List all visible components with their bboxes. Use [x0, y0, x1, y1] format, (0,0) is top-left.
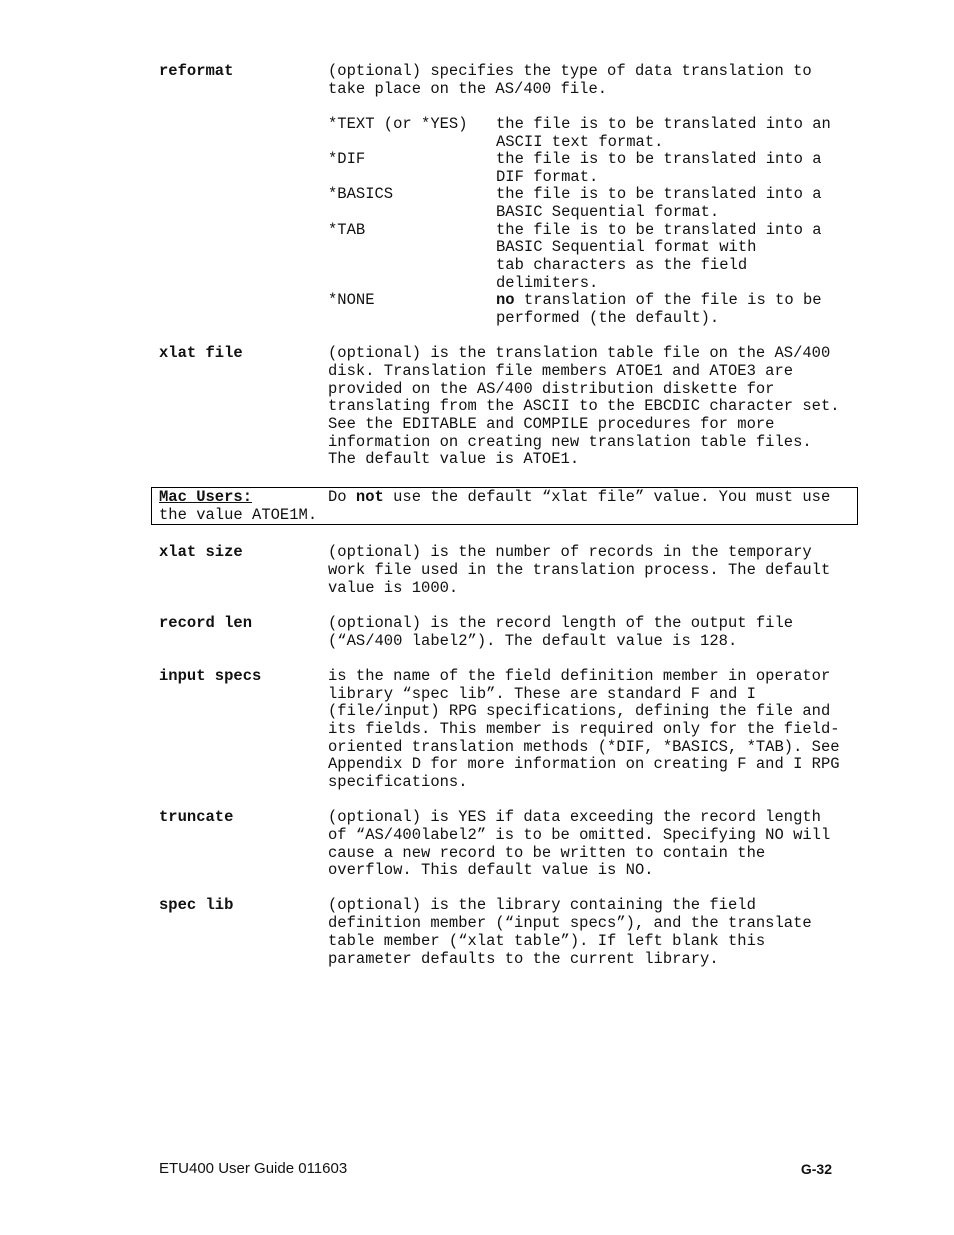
- term-reformat: reformat: [159, 62, 234, 80]
- truncate-desc-line: of “AS/400label2” is to be omitted. Specifying NO will: [328, 826, 831, 844]
- option-tab-desc: BASIC Sequential format with: [496, 238, 757, 256]
- page-number: G-32: [800, 1161, 832, 1177]
- xlat-file-desc-line: provided on the AS/400 distribution diskette for: [328, 380, 775, 398]
- xlat-size-desc-line: value is 1000.: [328, 579, 459, 597]
- option-none-name: *NONE: [328, 291, 375, 309]
- input-specs-desc-line: oriented translation methods (*DIF, *BASICS, *TAB). See: [328, 738, 840, 756]
- term-spec-lib: spec lib: [159, 896, 234, 914]
- term-record-len: record len: [159, 614, 253, 632]
- input-specs-desc-line: Appendix D for more information on creating F and I RPG: [328, 755, 840, 773]
- xlat-file-desc-line: (optional) is the translation table file on the AS/400: [328, 344, 831, 362]
- term-xlat-size: xlat size: [159, 543, 243, 561]
- term-input-specs: input specs: [159, 667, 262, 685]
- truncate-desc-line: cause a new record to be written to contain the: [328, 844, 766, 862]
- option-basics-desc: BASIC Sequential format.: [496, 203, 720, 221]
- option-dif-desc: DIF format.: [496, 168, 599, 186]
- mac-note-bold: not: [355, 488, 384, 506]
- option-none-desc: [496, 291, 822, 309]
- spec-lib-desc-line: table member (“xlat table”). If left blank this: [328, 932, 766, 950]
- input-specs-desc-line: its fields. This member is required only for the field-: [328, 720, 840, 738]
- xlat-size-desc-line: (optional) is the number of records in the temporary: [328, 543, 812, 561]
- record-len-desc-line: (optional) is the record length of the output file: [328, 614, 794, 632]
- option-none-text: translation of the file is to be: [514, 291, 822, 309]
- mac-users-note-line2: the value ATOE1M.: [159, 506, 318, 524]
- input-specs-desc-line: specifications.: [328, 773, 468, 791]
- term-truncate: truncate: [159, 808, 234, 826]
- mac-note-post: use the default “xlat file” value. You must use: [383, 488, 831, 506]
- option-text-name: *TEXT (or *YES): [328, 115, 468, 133]
- input-specs-desc-line: is the name of the field definition member in operator: [328, 667, 831, 685]
- option-dif-name: *DIF: [328, 150, 366, 168]
- record-len-desc-line: (“AS/400 label2”). The default value is 128.: [328, 632, 738, 650]
- option-tab-desc: delimiters.: [496, 274, 599, 292]
- option-text-desc: the file is to be translated into an: [496, 115, 831, 133]
- input-specs-desc-line: (file/input) RPG specifications, defining the file and: [328, 702, 831, 720]
- footer-title: ETU400 User Guide 011603: [159, 1160, 348, 1177]
- xlat-size-desc-line: work file used in the translation process. The default: [328, 561, 831, 579]
- option-basics-desc: the file is to be translated into a: [496, 185, 822, 203]
- term-xlat-file: xlat file: [159, 344, 243, 362]
- option-tab-desc: the file is to be translated into a: [496, 221, 822, 239]
- option-basics-name: *BASICS: [328, 185, 394, 203]
- mac-users-note-line: [328, 488, 830, 506]
- truncate-desc-line: (optional) is YES if data exceeding the record length: [328, 808, 821, 826]
- truncate-desc-line: overflow. This default value is NO.: [328, 861, 654, 879]
- spec-lib-desc-line: (optional) is the library containing the field: [328, 896, 756, 914]
- option-tab-desc: tab characters as the field: [496, 256, 748, 274]
- xlat-file-desc-line: information on creating new translation table files.: [328, 433, 812, 451]
- xlat-file-desc-line: See the EDITABLE and COMPILE procedures for more: [328, 415, 775, 433]
- option-tab-name: *TAB: [328, 221, 366, 239]
- option-none-desc: performed (the default).: [496, 309, 720, 327]
- spec-lib-desc-line: parameter defaults to the current library.: [328, 950, 719, 968]
- mac-note-pre: Do: [328, 488, 356, 506]
- reformat-desc-line: take place on the AS/400 file.: [328, 80, 608, 98]
- xlat-file-desc-line: The default value is ATOE1.: [328, 450, 580, 468]
- reformat-desc-line: (optional) specifies the type of data translation to: [328, 62, 812, 80]
- spec-lib-desc-line: definition member (“input specs”), and the translate: [328, 914, 812, 932]
- option-text-desc: ASCII text format.: [496, 133, 664, 151]
- mac-users-label: Mac Users:: [159, 488, 253, 506]
- xlat-file-desc-line: disk. Translation file members ATOE1 and ATOE3 are: [328, 362, 794, 380]
- input-specs-desc-line: library “spec lib”. These are standard F and I: [328, 685, 756, 703]
- xlat-file-desc-line: translating from the ASCII to the EBCDIC character set.: [328, 397, 840, 415]
- option-none-bold: no: [496, 291, 515, 309]
- option-dif-desc: the file is to be translated into a: [496, 150, 822, 168]
